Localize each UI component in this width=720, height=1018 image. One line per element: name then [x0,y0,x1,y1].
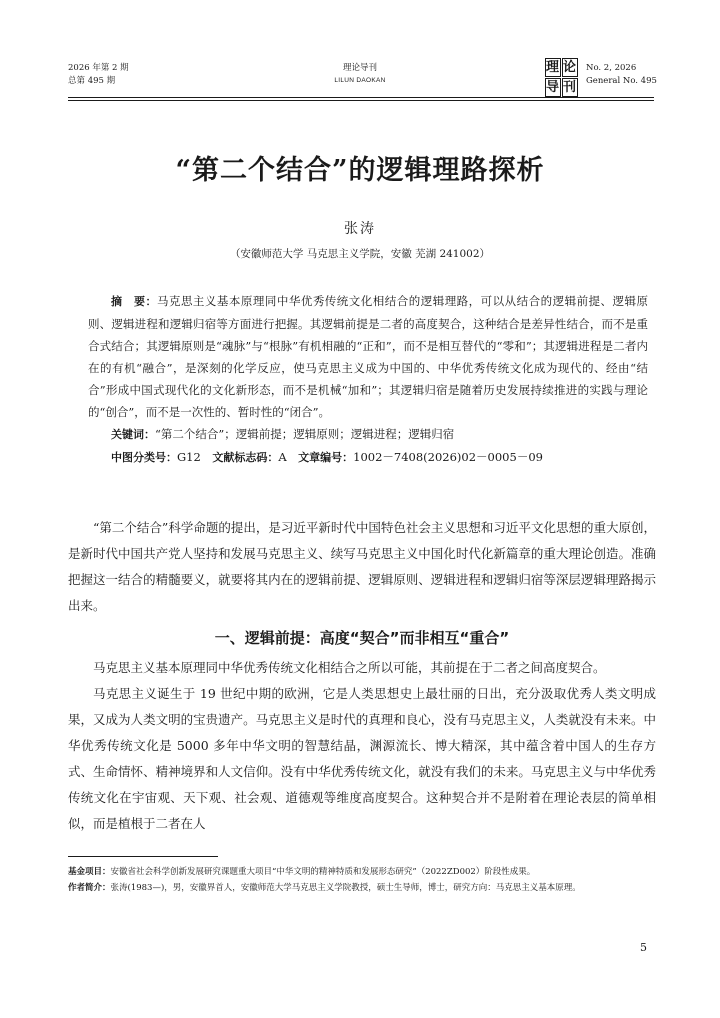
doc-code-value: A [278,450,287,464]
article-no-label: 文章编号： [298,451,354,464]
article-body [68,515,656,837]
abstract-label: 摘 要： [111,295,157,308]
section-heading: 一、逻辑前提：高度“契合”而非相互“重合” [214,629,510,647]
fund-text: 安徽省社会科学创新发展研究课题重大项目“中华文明的精神特质和发展形态研究”（2022ZD002）阶段性成果。 [110,867,536,877]
fund-label: 基金项目： [68,867,111,877]
issue-general-no-en: General No. 495 [586,76,657,86]
issue-info-en [586,62,657,88]
body-paragraph: 马克思主义诞生于 19 世纪中期的欧洲，它是人类思想史上最壮丽的日出，充分汲取优秀人类文明成果，又成为人类文明的宝贵遗产。马克思主义是时代的真理和良心，没有马克思主义，人类就没有未来。中华优秀传统文化是 5000 多年中华文明的智慧结晶，渊源流长、博大精深，其中蕴含着中国人的生存方式、生命情怀、精神境界和人文信仰。没有中华优秀传统文化，就没有我们的未来。马克思主义与中华优秀传统文化在宇宙观、天下观、社会观、道德观等维度高度契合。这种契合并不是附着在理论表层的简单相似，而是植根于二者在人 [68,686,656,831]
footnotes [68,864,656,896]
body-paragraph: 马克思主义基本原理同中华优秀传统文化相结合之所以可能，其前提在于二者之间高度契合。 [93,660,606,675]
keywords-text: “第二个结合”；逻辑前提；逻辑原则；逻辑进程；逻辑归宿 [155,427,455,441]
header-rule-thin [68,100,654,101]
author-bio-label: 作者简介： [68,883,111,893]
header-rule [68,97,654,98]
logo-char: 导 [545,79,559,95]
article-no-value: 1002－7408(2026)02－0005－09 [353,450,543,464]
author-bio [68,880,656,896]
keywords [111,423,648,446]
author-bio-text: 张涛(1983—)，男，安徽界首人，安徽师范大学马克思主义学院教授，硕士生导师，博士，研究方向：马克思主义基本原理。 [110,883,581,893]
intro-paragraph: “第二个结合”科学命题的提出，是习近平新时代中国特色社会主义思想和习近平文化思想的重大原创，是新时代中国共产党人坚持和发展马克思主义、续写马克思主义中国化时代化新篇章的重大理论创造。准确把握这一结合的精髓要义，就要将其内在的逻辑前提、逻辑原则、逻辑进程和逻辑归宿等深层逻辑理路揭示出来。 [68,520,656,613]
abstract-text: 马克思主义基本原理同中华优秀传统文化相结合的逻辑理路，可以从结合的逻辑前提、逻辑原则、逻辑进程和逻辑归宿等方面进行把握。其逻辑前提是二者的高度契合，这种结合是差异性结合，而不是重合式结合；其逻辑原则是“魂脉”与“根脉”有机相融的“正和”，而不是相互替代的“零和”；其逻辑进程是二者内在的有机“融合”，是深刻的化学反应，使马克思主义成为中国的、中华优秀传统文化成为现代的、经由“结合”形成中国式现代化的文化新形态，而不是机械“加和”；其逻辑归宿是随着历史发展持续推进的实践与理论的“创合”，而不是一次性的、暂时性的“闭合”。 [88,294,649,419]
issue-year-no: 2026 年第 2 期 [68,63,129,73]
logo-char: 论 [562,59,576,75]
journal-logo [544,57,578,95]
fund-note [68,864,656,880]
doc-code-label: 文献标志码： [212,451,279,464]
article-author: 张涛 [344,221,376,237]
journal-name-pinyin: LILUN DAOKAN [334,77,386,84]
page-number: 5 [640,941,647,954]
abstract [88,290,648,423]
logo-char: 刊 [562,79,576,95]
classification-line [111,446,648,469]
issue-total-no: 总第 495 期 [68,76,116,86]
author-affiliation: （安徽师范大学 马克思主义学院，安徽 芜湖 241002） [229,248,491,260]
article-title: “第二个结合”的逻辑理路探析 [175,155,545,186]
class-value: G12 [177,450,201,464]
footnote-rule [68,856,218,857]
logo-char: 理 [545,59,559,75]
abstract-block [88,290,648,469]
journal-name-cn: 理论导刊 [342,63,377,73]
keywords-label: 关键词： [111,428,155,441]
issue-no-en: No. 2, 2026 [586,63,637,73]
class-label: 中图分类号： [111,451,177,464]
